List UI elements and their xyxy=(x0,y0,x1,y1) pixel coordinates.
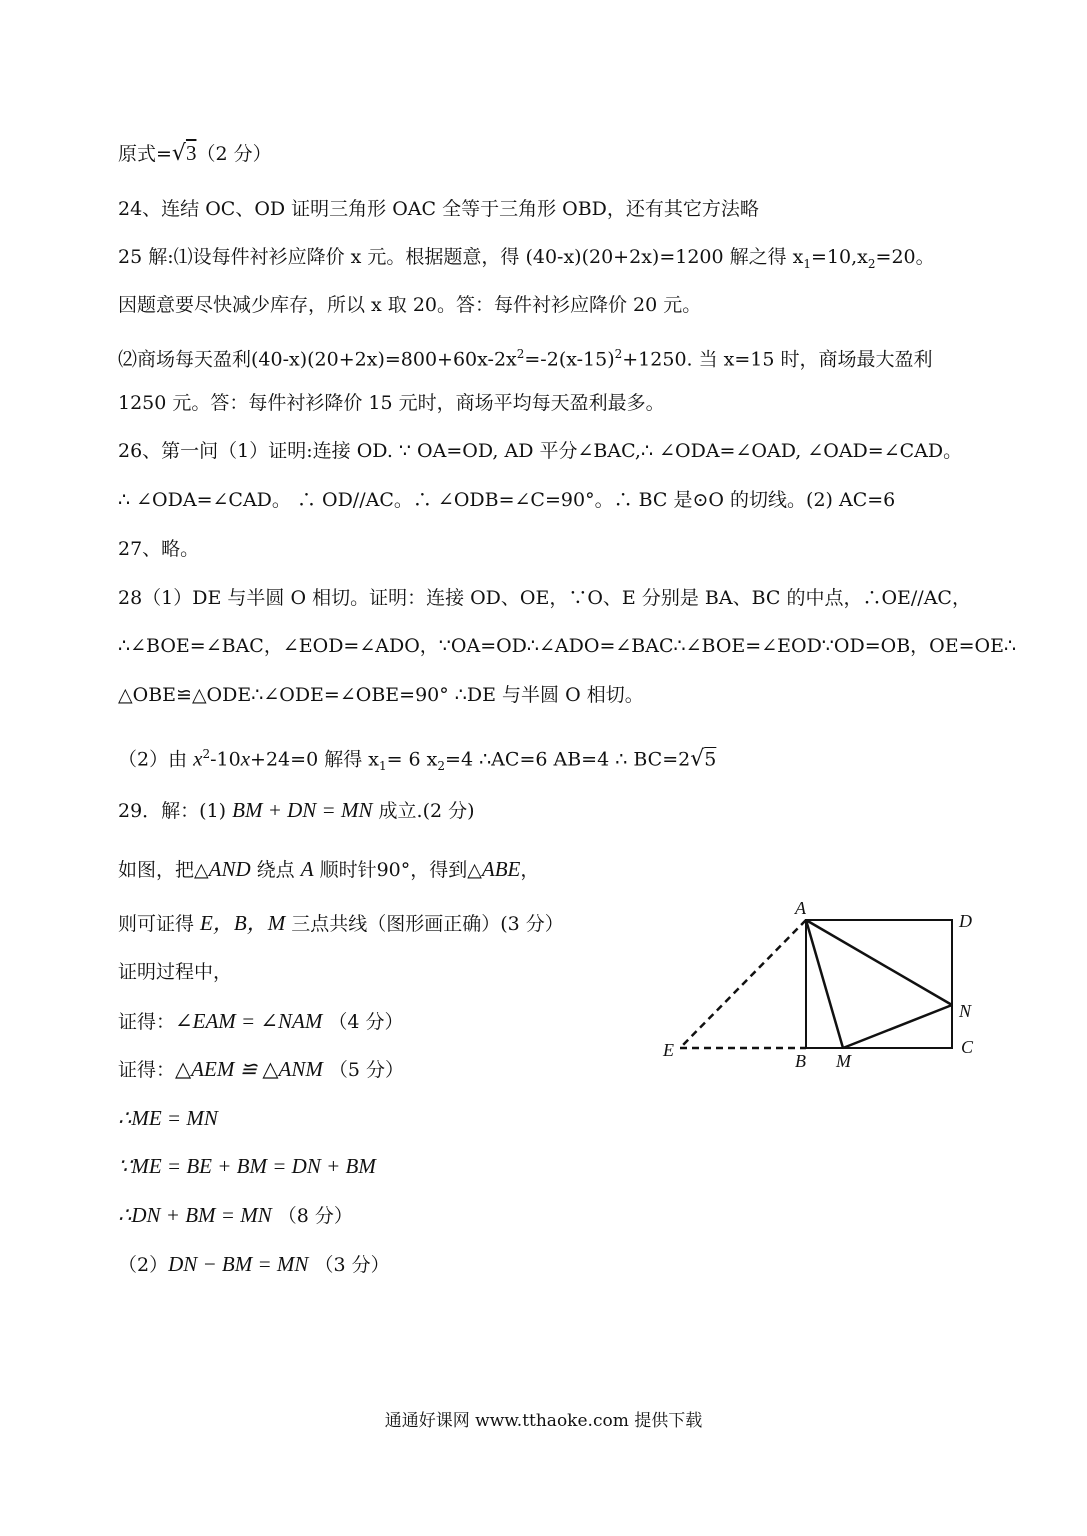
text: 28（1）DE 与半圆 O 相切。证明：连接 OD、OE，∵O、E 分别是 BA、BC 的中点，∴OE//AC， xyxy=(118,587,971,609)
text: +1250. 当 x=15 时，商场最大盈利 xyxy=(622,348,933,371)
text: ⑵商场每天盈利(40-x)(20+2x)=800+60x-2x xyxy=(118,348,517,371)
text: 则可证得 xyxy=(118,913,201,935)
text: （3 分） xyxy=(308,1254,390,1276)
geometry-figure xyxy=(655,895,985,1075)
formula: ∵ME = BE + BM = DN + BM xyxy=(118,1154,376,1178)
radicand: 5 xyxy=(704,748,717,771)
subscript: 2 xyxy=(867,256,876,271)
line-q25-part2 xyxy=(118,340,933,373)
footer-source: 通通好课网 www.tthaoke.com 提供下载 xyxy=(384,1411,703,1431)
line-q28-c xyxy=(118,681,644,709)
text: +24=0 解得 x xyxy=(250,748,379,771)
text: =20。 xyxy=(875,246,935,268)
text: =4 ∴AC=6 AB=4 ∴ BC=2 xyxy=(445,748,691,771)
formula: ∠EAM = ∠NAM xyxy=(175,1009,323,1033)
label-e: E xyxy=(663,1040,674,1060)
text: 原式= xyxy=(118,143,172,165)
line-q29-j xyxy=(118,1250,390,1279)
var-x: x xyxy=(240,746,251,771)
line-q29-d xyxy=(118,958,232,986)
formula: BM + DN = MN xyxy=(232,798,373,822)
radicand: 3 xyxy=(185,141,197,165)
formula: AND xyxy=(208,857,251,881)
text: 证得： xyxy=(118,1059,176,1081)
text: △OBE≌△ODE∴∠ODE=∠OBE=90° ∴DE 与半圆 O 相切。 xyxy=(118,684,644,706)
text: 绕点 xyxy=(250,859,301,881)
line-q29-g xyxy=(118,1104,218,1133)
superscript: 2 xyxy=(614,347,623,361)
line-q29-c xyxy=(118,909,564,938)
text: （5 分） xyxy=(322,1059,405,1081)
segment-mn xyxy=(843,1005,952,1048)
line-q25-part1 xyxy=(118,243,935,278)
sqrt-symbol: √ xyxy=(690,746,705,772)
formula: DN − BM = MN xyxy=(168,1252,309,1276)
formula: E，B，M xyxy=(200,911,286,935)
text: （8 分） xyxy=(271,1205,353,1227)
line-q28-a xyxy=(118,584,971,612)
text: 顺时针90°，得到△ xyxy=(313,859,482,881)
line-q28-part2 xyxy=(118,740,716,780)
formula: ∴ME = MN xyxy=(118,1106,218,1130)
text: -10 xyxy=(210,748,241,771)
text: （2）由 xyxy=(118,748,194,771)
superscript: 2 xyxy=(202,747,211,761)
text: 三点共线（图形画正确）(3 分） xyxy=(285,913,564,935)
square-abcd xyxy=(806,920,952,1048)
text: 证得： xyxy=(118,1011,176,1033)
line-q25-answer2 xyxy=(118,389,665,417)
line-q26-a xyxy=(118,437,962,465)
text: ， xyxy=(520,859,540,881)
var-x: x xyxy=(193,746,203,771)
text: 24、连结 OC、OD 证明三角形 OAC 全等于三角形 OBD，还有其它方法略 xyxy=(118,198,759,220)
text: 如图，把△ xyxy=(118,859,209,881)
label-b: B xyxy=(795,1051,806,1071)
text: 26、第一问（1）证明:连接 OD. ∵ OA=OD, AD 平分∠BAC,∴ ∠ODA=∠OAD, ∠OAD=∠CAD。 xyxy=(118,440,963,462)
text: （2） xyxy=(118,1254,169,1276)
score: （2 分） xyxy=(196,143,272,165)
line-q29-e xyxy=(118,1007,404,1036)
subscript: 2 xyxy=(437,759,446,774)
segment-ae-dashed xyxy=(680,920,806,1048)
label-a: A xyxy=(795,898,806,918)
text: 29．解：(1) xyxy=(118,800,233,822)
line-q29-f xyxy=(118,1055,404,1084)
text: （4 分） xyxy=(322,1011,404,1033)
superscript: 2 xyxy=(516,347,525,361)
text: 25 解:⑴设每件衬衫应降价 x 元。根据题意，得 (40-x)(20+2x)=1200 解之得 x xyxy=(118,246,804,268)
label-n: N xyxy=(959,1001,972,1021)
text: 因题意要尽快减少库存，所以 x 取 20。答：每件衬衫应降价 20 元。 xyxy=(118,294,702,316)
line-q28-b xyxy=(118,632,1016,660)
label-d: D xyxy=(959,911,972,931)
formula: △AEM ≌ △ANM xyxy=(175,1057,323,1081)
formula: ∴DN + BM = MN xyxy=(118,1203,272,1227)
text: =-2(x-15) xyxy=(524,348,615,371)
text: 成立.(2 分) xyxy=(372,800,475,822)
line-q29-a xyxy=(118,796,475,825)
line-original-expression xyxy=(118,139,272,168)
text: ∴∠BOE=∠BAC，∠EOD=∠ADO，∵OA=OD∴∠ADO=∠BAC∴∠BOE=∠EOD∵OD=OB，OE=OE∴ xyxy=(118,635,1017,657)
label-m: M xyxy=(836,1051,851,1071)
text: 27、略。 xyxy=(118,538,200,560)
line-q25-answer1 xyxy=(118,291,701,319)
line-q29-h xyxy=(118,1152,376,1181)
line-q29-b xyxy=(118,855,539,884)
text: 证明过程中， xyxy=(118,961,233,983)
text: 1250 元。答：每件衬衫降价 15 元时，商场平均每天盈利最多。 xyxy=(118,392,665,414)
text: =10,x xyxy=(811,246,868,268)
line-q29-i xyxy=(118,1201,353,1230)
line-q26-b xyxy=(118,486,895,514)
subscript: 1 xyxy=(803,256,812,271)
subscript: 1 xyxy=(378,759,387,774)
line-q24 xyxy=(118,195,759,223)
line-q27 xyxy=(118,535,199,563)
formula: ABE xyxy=(481,857,521,881)
sqrt-symbol: √ xyxy=(171,141,186,166)
label-c: C xyxy=(961,1037,974,1057)
text: ∴ ∠ODA=∠CAD。 ∴ OD//AC。∴ ∠ODB=∠C=90°。∴ BC 是⊙O 的切线。(2) AC=6 xyxy=(118,489,896,511)
text: = 6 x xyxy=(386,748,438,771)
formula: A xyxy=(300,857,314,881)
